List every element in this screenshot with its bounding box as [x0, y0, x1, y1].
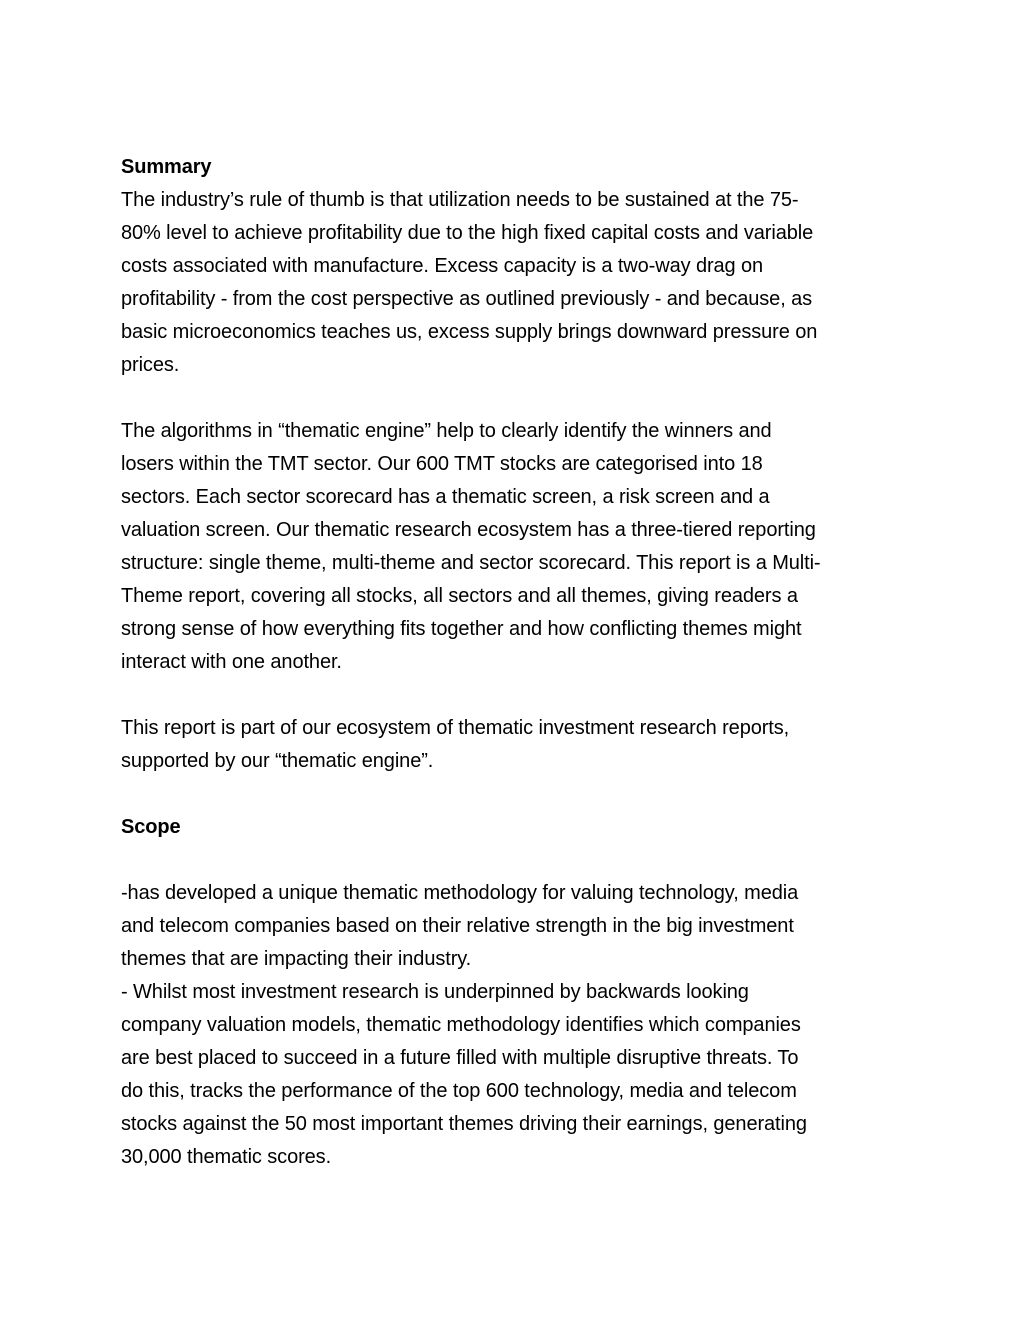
- text-line: 80% level to achieve profitability due to the high fixed capital costs and variable: [121, 222, 814, 244]
- paragraph-gap: [121, 382, 911, 415]
- text-line: basic microeconomics teaches us, excess supply brings downward pressure on: [121, 321, 818, 343]
- text-line: stocks against the 50 most important themes driving their earnings, generating: [121, 1113, 807, 1135]
- summary-paragraph-2: [121, 415, 911, 679]
- text-line: sectors. Each sector scorecard has a thematic screen, a risk screen and a: [121, 486, 770, 508]
- scope-paragraph-2: [121, 976, 911, 1174]
- summary-paragraph-1: [121, 184, 911, 382]
- text-line: This report is part of our ecosystem of thematic investment research reports,: [121, 717, 790, 739]
- text-line: supported by our “thematic engine”.: [121, 750, 434, 772]
- text-line: The algorithms in “thematic engine” help to clearly identify the winners and: [121, 420, 772, 442]
- scope-paragraph-1: [121, 877, 911, 976]
- paragraph-gap: [121, 778, 911, 811]
- scope-heading: Scope: [121, 816, 181, 838]
- text-line: structure: single theme, multi-theme and sector scorecard. This report is a Multi-: [121, 552, 821, 574]
- text-line: losers within the TMT sector. Our 600 TMT stocks are categorised into 18: [121, 453, 763, 475]
- text-line: - Whilst most investment research is underpinned by backwards looking: [121, 981, 749, 1003]
- text-line: Theme report, covering all stocks, all sectors and all themes, giving readers a: [121, 585, 798, 607]
- text-line: and telecom companies based on their relative strength in the big investment: [121, 915, 794, 937]
- text-line: -has developed a unique thematic methodology for valuing technology, media: [121, 882, 799, 904]
- text-line: strong sense of how everything fits together and how conflicting themes might: [121, 618, 802, 640]
- document-page: [121, 151, 911, 1174]
- text-line: prices.: [121, 354, 180, 376]
- text-line: valuation screen. Our thematic research ecosystem has a three-tiered reporting: [121, 519, 816, 541]
- text-line: are best placed to succeed in a future filled with multiple disruptive threats. To: [121, 1047, 799, 1069]
- paragraph-gap: [121, 679, 911, 712]
- text-line: company valuation models, thematic methodology identifies which companies: [121, 1014, 801, 1036]
- text-line: profitability - from the cost perspective as outlined previously - and because, as: [121, 288, 813, 310]
- paragraph-gap: [121, 844, 911, 877]
- text-line: costs associated with manufacture. Excess capacity is a two-way drag on: [121, 255, 764, 277]
- text-line: do this, tracks the performance of the top 600 technology, media and telecom: [121, 1080, 797, 1102]
- text-line: themes that are impacting their industry.: [121, 948, 472, 970]
- text-line: interact with one another.: [121, 651, 342, 673]
- text-line: The industry’s rule of thumb is that utilization needs to be sustained at the 75-: [121, 189, 799, 211]
- summary-heading: Summary: [121, 156, 212, 178]
- text-line: 30,000 thematic scores.: [121, 1146, 332, 1168]
- summary-paragraph-3: [121, 712, 911, 778]
